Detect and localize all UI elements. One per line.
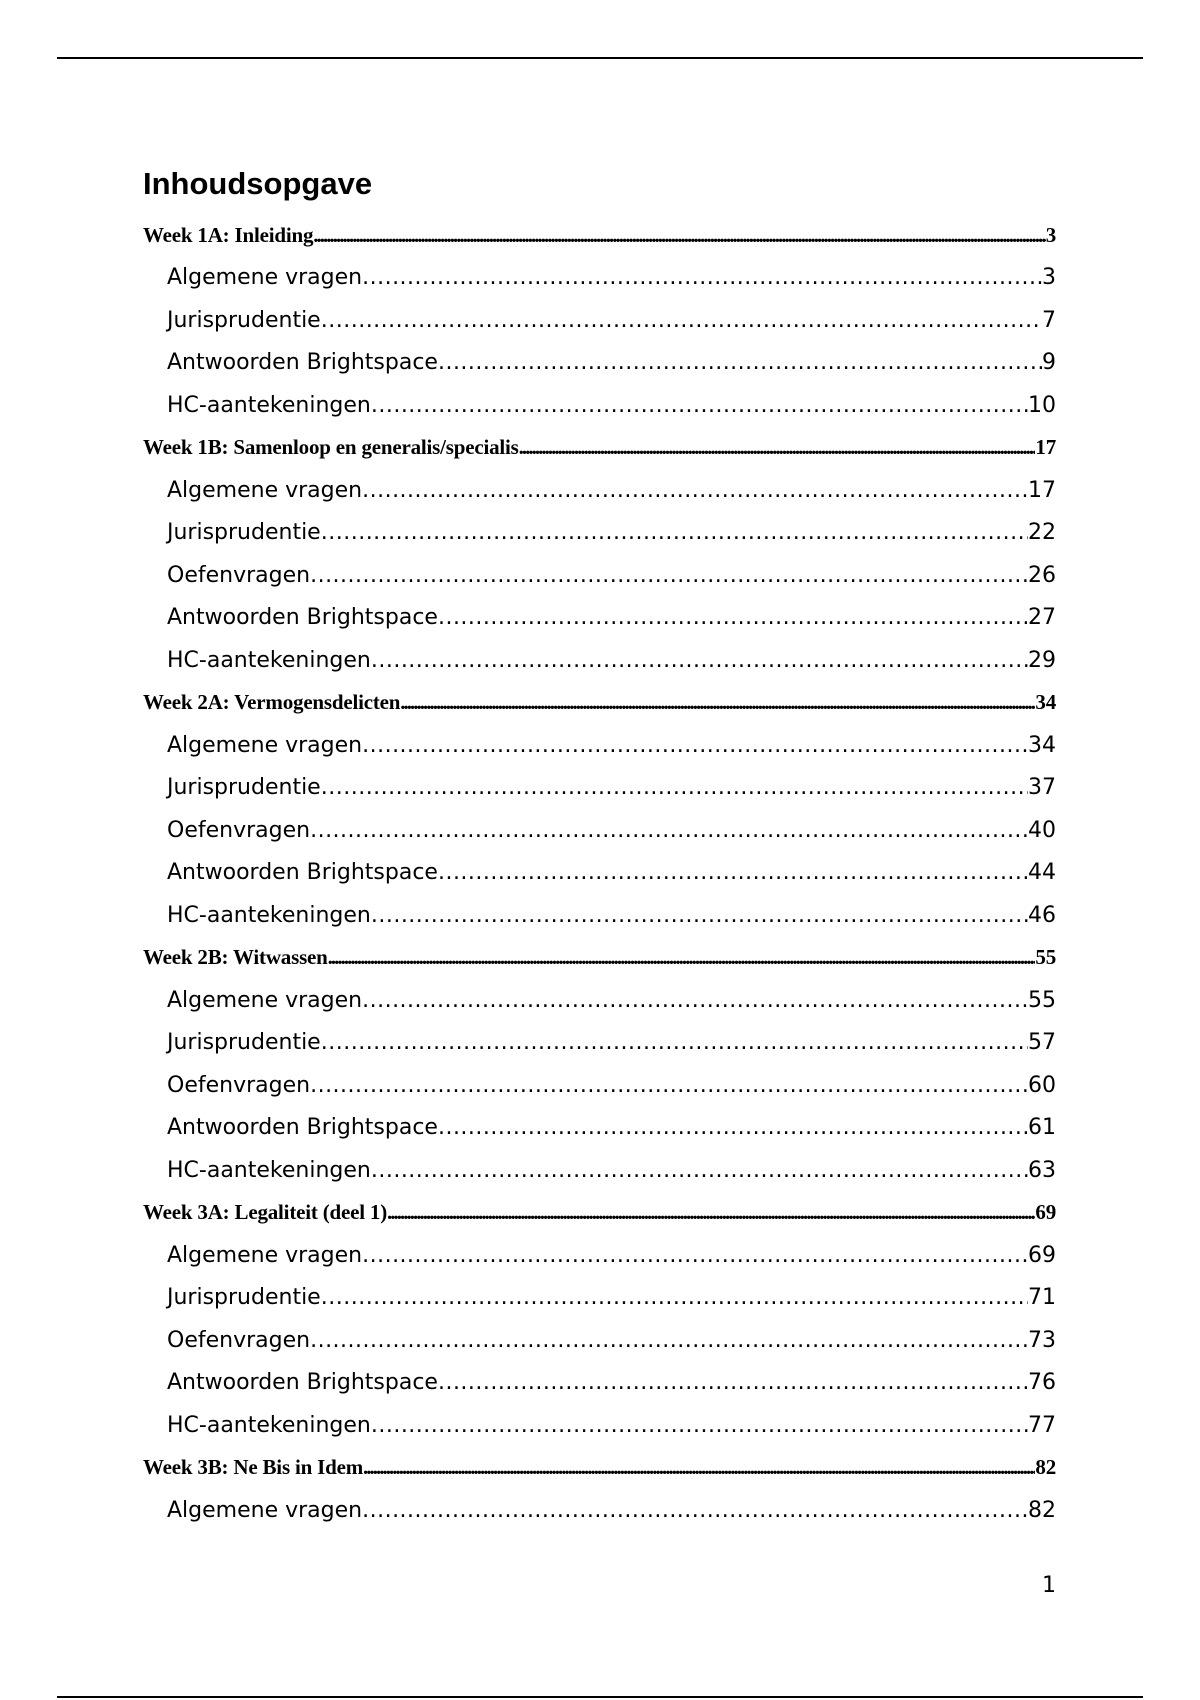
- toc-entry-label: Jurisprudentie: [167, 1285, 321, 1311]
- dot-leader: [321, 775, 1028, 800]
- dot-leader: [362, 1498, 1028, 1523]
- footer-rule: [57, 1696, 1143, 1698]
- dot-leader: [362, 1243, 1028, 1268]
- toc-entry-page: 60: [1028, 1072, 1056, 1098]
- toc-entry-page: 26: [1028, 562, 1056, 588]
- toc-entry-page: 55: [1035, 945, 1056, 970]
- dot-leader: [321, 1030, 1028, 1055]
- dot-leader: [387, 1200, 1035, 1225]
- toc-entry-page: 37: [1028, 775, 1056, 801]
- dot-leader: [310, 1328, 1028, 1353]
- toc-section-entry[interactable]: [143, 1277, 1056, 1320]
- toc-section-entry[interactable]: [143, 1149, 1056, 1192]
- toc-entry-label: Oefenvragen: [167, 562, 311, 588]
- toc-entry-page: 34: [1028, 732, 1056, 758]
- toc-entry-label: Algemene vragen: [167, 477, 363, 503]
- dot-leader: [328, 945, 1036, 970]
- dot-leader: [438, 350, 1042, 375]
- toc-entry-page: 61: [1028, 1115, 1056, 1141]
- toc-entry-label: Antwoorden Brightspace: [167, 605, 438, 631]
- dot-leader: [310, 563, 1028, 588]
- toc-entry-label: Algemene vragen: [167, 987, 363, 1013]
- toc-entry-label: HC-aantekeningen: [167, 902, 371, 928]
- toc-section-entry[interactable]: [143, 1362, 1056, 1405]
- toc-entry-label: Jurisprudentie: [167, 775, 321, 801]
- toc-section-entry[interactable]: [143, 1234, 1056, 1277]
- toc-entry-label: Week 1A: Inleiding: [143, 222, 314, 247]
- toc-entry-page: 34: [1035, 690, 1056, 715]
- toc-section-entry[interactable]: [143, 809, 1056, 852]
- toc-chapter-entry[interactable]: [143, 1447, 1056, 1490]
- toc-entry-page: 22: [1028, 520, 1056, 546]
- toc-entry-label: Week 1B: Samenloop en generalis/specialis: [143, 435, 519, 460]
- toc-section-entry[interactable]: [143, 257, 1056, 300]
- toc-entry-page: 10: [1028, 392, 1056, 418]
- toc-section-entry[interactable]: [143, 1319, 1056, 1362]
- dot-leader: [438, 1115, 1028, 1140]
- toc-entry-label: HC-aantekeningen: [167, 647, 371, 673]
- dot-leader: [371, 648, 1028, 673]
- toc-entry-label: Jurisprudentie: [167, 1030, 321, 1056]
- toc-entry-label: Week 2B: Witwassen: [143, 945, 328, 970]
- toc-section-entry[interactable]: [143, 639, 1056, 682]
- dot-leader: [438, 605, 1028, 630]
- toc-entry-label: Antwoorden Brightspace: [167, 350, 438, 376]
- toc-title: Inhoudsopgave: [143, 166, 373, 201]
- toc-section-entry[interactable]: [143, 1404, 1056, 1447]
- toc-entry-page: 69: [1028, 1242, 1056, 1268]
- toc-entry-label: Algemene vragen: [167, 265, 363, 291]
- toc-entry-page: 29: [1028, 647, 1056, 673]
- toc-section-entry[interactable]: [143, 1022, 1056, 1065]
- toc-section-entry[interactable]: [143, 384, 1056, 427]
- dot-leader: [362, 265, 1042, 290]
- dot-leader: [362, 478, 1028, 503]
- dot-leader: [362, 733, 1028, 758]
- toc-entry-label: Antwoorden Brightspace: [167, 1115, 438, 1141]
- dot-leader: [371, 1158, 1028, 1183]
- dot-leader: [438, 1370, 1028, 1395]
- toc-entry-label: Antwoorden Brightspace: [167, 1370, 438, 1396]
- dot-leader: [313, 223, 1045, 248]
- toc-entry-page: 9: [1042, 350, 1056, 376]
- toc-entry-label: HC-aantekeningen: [167, 1412, 371, 1438]
- toc-entry-page: 27: [1028, 605, 1056, 631]
- toc-section-entry[interactable]: [143, 1064, 1056, 1107]
- toc-chapter-entry[interactable]: [143, 1192, 1056, 1235]
- toc-entry-page: 46: [1028, 902, 1056, 928]
- toc-entry-label: Antwoorden Brightspace: [167, 860, 438, 886]
- toc-chapter-entry[interactable]: [143, 682, 1056, 725]
- dot-leader: [371, 903, 1028, 928]
- toc-entry-page: 55: [1028, 987, 1056, 1013]
- toc-section-entry[interactable]: [143, 1107, 1056, 1150]
- dot-leader: [321, 1285, 1028, 1310]
- dot-leader: [362, 988, 1028, 1013]
- toc-entry-page: 3: [1045, 222, 1056, 247]
- toc-entry-page: 82: [1028, 1497, 1056, 1523]
- dot-leader: [310, 1073, 1028, 1098]
- toc-entry-label: Jurisprudentie: [167, 307, 321, 333]
- toc-entry-label: Algemene vragen: [167, 732, 363, 758]
- toc-section-entry[interactable]: [143, 724, 1056, 767]
- toc-entry-label: HC-aantekeningen: [167, 392, 371, 418]
- toc-section-entry[interactable]: [143, 767, 1056, 810]
- toc-chapter-entry[interactable]: [143, 214, 1056, 257]
- toc-section-entry[interactable]: [143, 979, 1056, 1022]
- toc-entry-label: Week 3B: Ne Bis in Idem: [143, 1455, 363, 1480]
- toc-section-entry[interactable]: [143, 342, 1056, 385]
- toc-section-entry[interactable]: [143, 1489, 1056, 1532]
- toc-chapter-entry[interactable]: [143, 427, 1056, 470]
- toc-entry-page: 73: [1028, 1327, 1056, 1353]
- toc-entry-page: 17: [1028, 477, 1056, 503]
- toc-entry-label: Week 3A: Legaliteit (deel 1): [143, 1200, 388, 1225]
- dot-leader: [519, 435, 1036, 460]
- toc-entry-label: Oefenvragen: [167, 1327, 311, 1353]
- toc-entry-page: 63: [1028, 1157, 1056, 1183]
- toc-section-entry[interactable]: [143, 554, 1056, 597]
- toc-entry-label: Oefenvragen: [167, 1072, 311, 1098]
- toc-section-entry[interactable]: [143, 894, 1056, 937]
- dot-leader: [310, 818, 1028, 843]
- toc-entry-page: 3: [1042, 265, 1056, 291]
- dot-leader: [371, 393, 1028, 418]
- toc-chapter-entry[interactable]: [143, 937, 1056, 980]
- toc-entry-page: 82: [1035, 1455, 1056, 1480]
- dot-leader: [400, 690, 1035, 715]
- toc-entry-page: 71: [1028, 1285, 1056, 1311]
- toc-entry-label: Algemene vragen: [167, 1497, 363, 1523]
- toc-entry-page: 40: [1028, 817, 1056, 843]
- header-rule: [57, 57, 1143, 59]
- toc-entry-label: Oefenvragen: [167, 817, 311, 843]
- toc-section-entry[interactable]: [143, 469, 1056, 512]
- dot-leader: [363, 1455, 1035, 1480]
- dot-leader: [321, 520, 1028, 545]
- toc-section-entry[interactable]: [143, 299, 1056, 342]
- toc-entry-page: 76: [1028, 1370, 1056, 1396]
- dot-leader: [438, 860, 1028, 885]
- dot-leader: [371, 1413, 1028, 1438]
- dot-leader: [321, 308, 1042, 333]
- page-number: 1: [1042, 1573, 1056, 1598]
- table-of-contents: [143, 214, 1056, 1532]
- toc-entry-page: 57: [1028, 1030, 1056, 1056]
- toc-entry-label: Jurisprudentie: [167, 520, 321, 546]
- toc-entry-label: Week 2A: Vermogensdelicten: [143, 690, 401, 715]
- toc-section-entry[interactable]: [143, 852, 1056, 895]
- toc-section-entry[interactable]: [143, 597, 1056, 640]
- toc-entry-page: 7: [1042, 307, 1056, 333]
- toc-entry-label: HC-aantekeningen: [167, 1157, 371, 1183]
- toc-entry-label: Algemene vragen: [167, 1242, 363, 1268]
- toc-section-entry[interactable]: [143, 512, 1056, 555]
- toc-entry-page: 44: [1028, 860, 1056, 886]
- toc-entry-page: 69: [1035, 1200, 1056, 1225]
- toc-entry-page: 17: [1035, 435, 1056, 460]
- toc-entry-page: 77: [1028, 1412, 1056, 1438]
